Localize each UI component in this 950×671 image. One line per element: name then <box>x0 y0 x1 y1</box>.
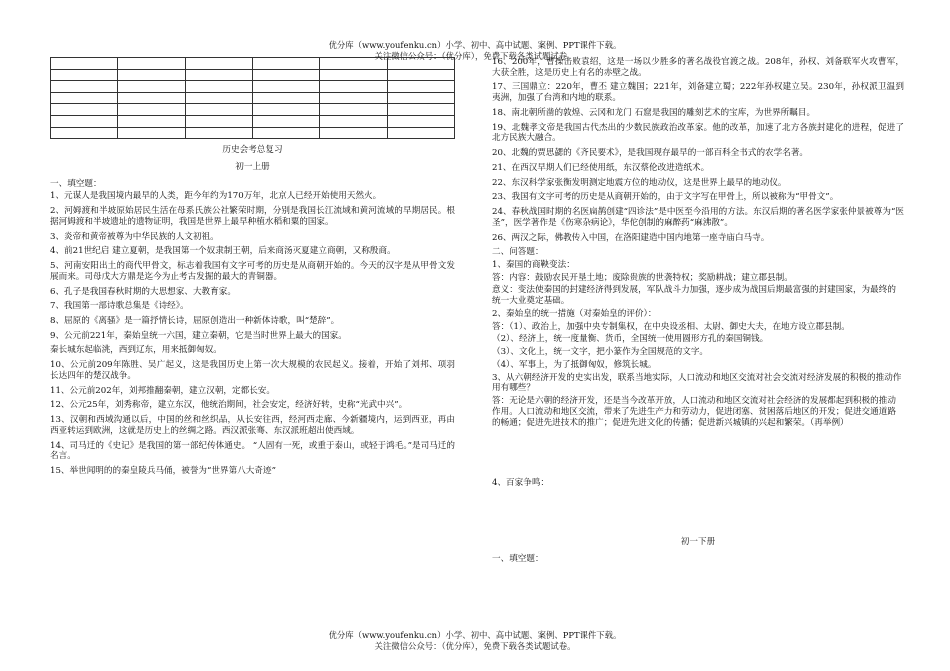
question-item: 13、汉朝和西域沟通以后，中国的丝和丝织品，从长安往西，经河西走廊、今新疆境内，运到西亚，再由西亚转运到欧洲，这就是历史上的丝绸之路。西汉派张骞、东汉派班超出使西域。 <box>50 415 455 436</box>
question-item: 4、前21世纪启 建立夏朝，是我国第一个奴隶制王朝，后来商汤灭夏建立商朝，又称殷商。 <box>50 246 396 257</box>
right-column <box>492 57 904 567</box>
question-item: 14、司马迁的《史记》是我国的第一部纪传体通史。 “人固有一死，或重于泰山，或轻于鸿毛。”是司马迁的名言。 <box>50 440 455 462</box>
left-column <box>50 57 455 481</box>
question-item: 12、公元25年，刘秀称帝，建立东汉，他统治期间，社会安定，经济好转，史称“光武中兴”。 <box>50 400 408 411</box>
qa-answer: （2）、经济上，统一度量衡、货币，全国统一使用圆形方孔的秦国铜钱。 <box>492 334 769 345</box>
qa-answer: 意义：变法使秦国的封建经济得到发展，军队战斗力加强，逐步成为战国后期最富强的封建国家，为最终的统一大业奠定基础。 <box>492 285 896 307</box>
qa-question-title: 3、从六朝经济开发的史实出发，联系当地实际，人口流动和地区交流对社会交流对经济发展的积极的推动作用有哪些？ <box>492 372 902 394</box>
next-section-heading: 一、填空题： <box>492 553 544 564</box>
question-item: 22、东汉科学家张衡发明测定地震方位的地动仪，这是世界上最早的地动仪。 <box>492 177 787 188</box>
question-item: 19、北魏孝文帝是我国古代杰出的少数民族政治改革家。他的改革，加速了北方各族封建化的进程，促进了北方民族大融合。 <box>492 122 904 144</box>
next-grade-title: 初一下册 <box>680 537 716 548</box>
qa-answer: （3）、文化上，统一文字，把小篆作为全国规范的文字。 <box>492 347 709 358</box>
qa-answer: 答：无论是六朝的经济开发，还是当今改革开放，人口流动和地区交流对社会经济的发展都起到积极的推动作用。人口流动和地区交流，带来了先进生产力和劳动力，促进闭塞、贫困落后地区的开发；促进交通道路的畅通；促进先进技术的推广；促进先进文化的传播；促进新兴城镇的兴起和繁荣。（再举例） <box>492 396 896 428</box>
qa-question-title: 4、百家争鸣： <box>492 478 550 489</box>
header-line-1: 优分库（www.youfenku.cn）小学、初中、高中试题、案例、PPT课件下载。 <box>328 40 622 50</box>
page-title: 历史会考总复习 <box>222 145 283 156</box>
section-heading: 一、填空题： <box>50 178 102 189</box>
footer-line-2: 关注微信公众号：（优分库），免费下载各类试题试卷。 <box>374 640 576 651</box>
question-item: 1、元谋人是我国境内最早的人类，距今年约为170万年，北京人已经开始使用天然火。 <box>50 191 382 202</box>
question-item: 24、春秋战国时期的名医扁鹊创建“四诊法”是中医至今沿用的方法。东汉后期的著名医学家张仲景被尊为“医圣”，医学著作是《伤寒杂病论》，华佗创制的麻醉药“麻沸散”。 <box>492 207 904 228</box>
question-item: 15、举世闻明的的秦皇陵兵马俑，被誉为“世界第八大奇迹” <box>50 466 276 477</box>
question-item: 18、南北朝所凿的敦煌、云冈和龙门 石窟是我国的雕刻艺术的宝库，为世界所瞩目。 <box>492 107 816 118</box>
question-item: 21、在西汉早期人们已经使用纸，东汉蔡伦改进造纸术。 <box>492 162 710 173</box>
qa-section-heading: 二、问答题： <box>492 247 544 258</box>
qa-question-title: 2、秦始皇的统一措施（对秦始皇的评价）： <box>492 308 657 319</box>
page-footer <box>0 630 950 651</box>
qa-answer: （4）、军事上，为了抵御匈奴，修筑长城。 <box>492 359 657 370</box>
question-item: 16、200年，曹操击败袁绍，这是一场以少胜多的著名战役官渡之战。208年，孙权、刘备联军火攻曹军，大获全胜，这是历史上有名的赤壁之战。 <box>492 57 904 78</box>
question-item: 6、孔子是我国春秋时期的大思想家、大教育家。 <box>50 286 236 297</box>
question-item: 26、两汉之际，佛教传入中国，在洛阳建造中国内地第一座寺庙白马寺。 <box>492 232 770 243</box>
question-item: 2、河姆渡和半坡原始居民生活在母系氏族公社繁荣时期，分别是我国长江流域和黄河流域的早期居民。根据河姆渡和半坡遗址的遗物证明，我国是世界上最早种植水稻和粟的国家。 <box>50 206 455 227</box>
qa-answer: 答：内容：鼓励农民开垦土地；废除贵族的世袭特权；奖励耕战；建立郡县制。 <box>492 272 793 283</box>
question-item: 5、河南安阳出土的商代甲骨文，标志着我国有文字可考的历史是从商朝开始的。今天的汉字是从甲骨文发展而来。司母戊大方鼎是迄今为止考古发掘的最大的青铜器。 <box>50 261 455 282</box>
question-item: 10、公元前209年陈胜、吴广起义，这是我国历史上第一次大规模的农民起义。接着，开始了刘邦、项羽长达四年的楚汉战争。 <box>50 360 455 381</box>
qa-question-title: 1、秦国的商鞅变法： <box>492 260 575 271</box>
question-item: 秦长城东起临洮，西到辽东，用来抵御匈奴。 <box>50 345 222 356</box>
question-item: 9、公元前221年，秦始皇统一六国，建立秦朝，它是当时世界上最大的国家。 <box>50 330 347 341</box>
question-item: 17、三国鼎立：220年，曹丕 建立魏国；221年，刘备建立蜀；222年孙权建立吴。230年，孙权派卫温到夷洲，加强了台湾和内地的联系。 <box>492 82 904 104</box>
question-item: 23、我国有文字可考的历史是从商朝开始的，由于文字写在甲骨上，所以被称为“甲骨文”。 <box>492 192 839 203</box>
question-item: 7、我国第一部诗歌总集是《诗经》。 <box>50 301 189 312</box>
question-item: 8、屈原的《离骚》是一篇抒情长诗，屈原创造出一种新体诗歌，叫“楚辞”。 <box>50 315 340 326</box>
question-item: 3、炎帝和黄帝被尊为中华民族的人文初祖。 <box>50 231 219 242</box>
question-item: 20、北魏的贾思勰的《齐民要术》，是我国现存最早的一部百科全书式的农学名著。 <box>492 148 809 159</box>
footer-line-1: 优分库（www.youfenku.cn）小学、初中、高中试题、案例、PPT课件下载。 <box>328 630 622 640</box>
qa-answer: 答：（1）、政治上，加强中央专制集权，在中央设丞相、太尉、御史大夫，在地方设立郡县制。 <box>492 321 850 332</box>
blank-table <box>50 57 455 139</box>
grade-subtitle: 初一上册 <box>235 161 270 172</box>
question-item: 11、公元前202年，刘邦推翻秦朝，建立汉朝，定都长安。 <box>50 385 275 396</box>
header-line-2: 关注微信公众号：（优分库），免费下载各类试题试卷。 <box>374 50 576 61</box>
